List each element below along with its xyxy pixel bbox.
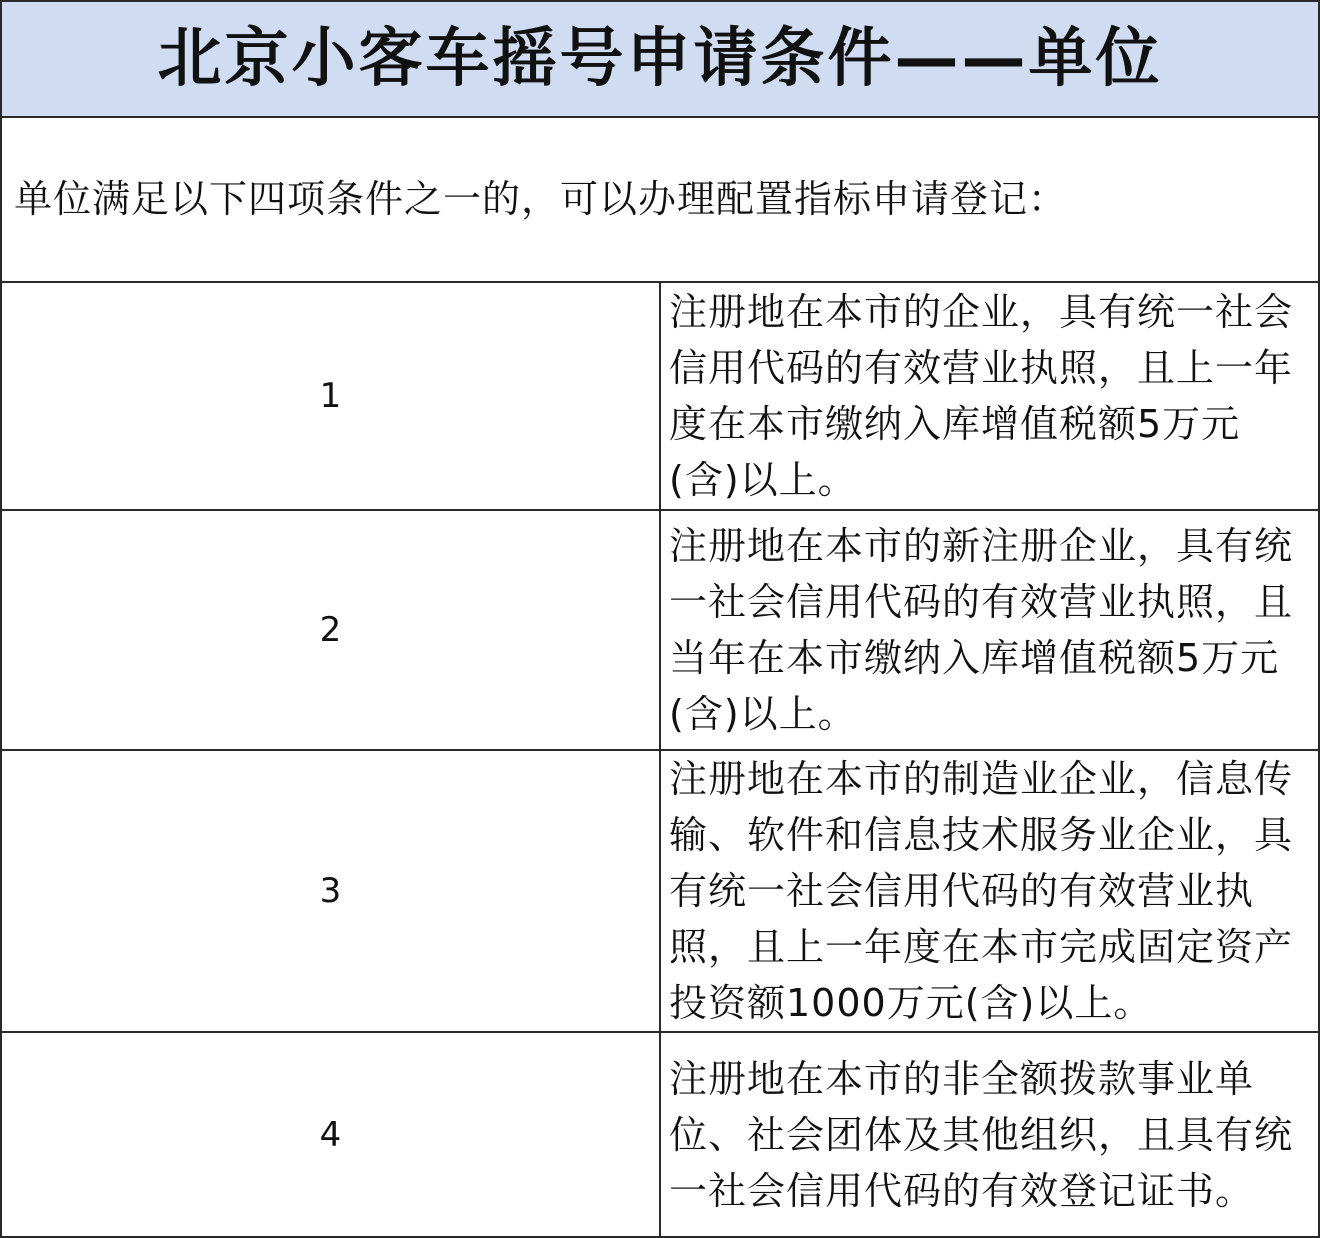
condition-text-cell (660, 282, 1319, 510)
page-title: 北京小客车摇号申请条件——单位 (157, 22, 1163, 96)
condition-number-cell (1, 510, 660, 750)
title-row (1, 1, 1319, 117)
condition-number-cell (1, 1032, 660, 1237)
intro-text: 单位满足以下四项条件之一的，可以办理配置指标申请登记： (14, 176, 1068, 221)
table-row (1, 750, 1319, 1032)
intro-row (1, 117, 1319, 282)
intro-cell (1, 117, 1319, 282)
condition-text: 注册地在本市的新注册企业，具有统一社会信用代码的有效营业执照，且当年在本市缴纳入库增值税额5万元(含)以上。 (669, 524, 1294, 736)
condition-number: 4 (319, 1114, 342, 1155)
condition-number: 2 (319, 610, 342, 650)
condition-number: 1 (319, 376, 342, 416)
condition-text-cell (660, 750, 1319, 1032)
condition-number-cell (1, 750, 660, 1032)
condition-number: 3 (319, 871, 342, 911)
table-row (1, 282, 1319, 510)
condition-text: 注册地在本市的非全额拨款事业单位、社会团体及其他组织，且具有统一社会信用代码的有效登记证书。 (669, 1056, 1294, 1213)
condition-text: 注册地在本市的企业，具有统一社会信用代码的有效营业执照，且上一年度在本市缴纳入库增值税额5万元(含)以上。 (669, 290, 1294, 502)
table-row (1, 1032, 1319, 1237)
title-cell (1, 1, 1319, 117)
condition-text-cell (660, 1032, 1319, 1237)
condition-text-cell (660, 510, 1319, 750)
table-row (1, 510, 1319, 750)
condition-text: 注册地在本市的制造业企业，信息传输、软件和信息技术服务业企业，具有统一社会信用代码的有效营业执照，且上一年度在本市完成固定资产投资额1000万元(含)以上。 (669, 757, 1294, 1025)
condition-number-cell (1, 282, 660, 510)
